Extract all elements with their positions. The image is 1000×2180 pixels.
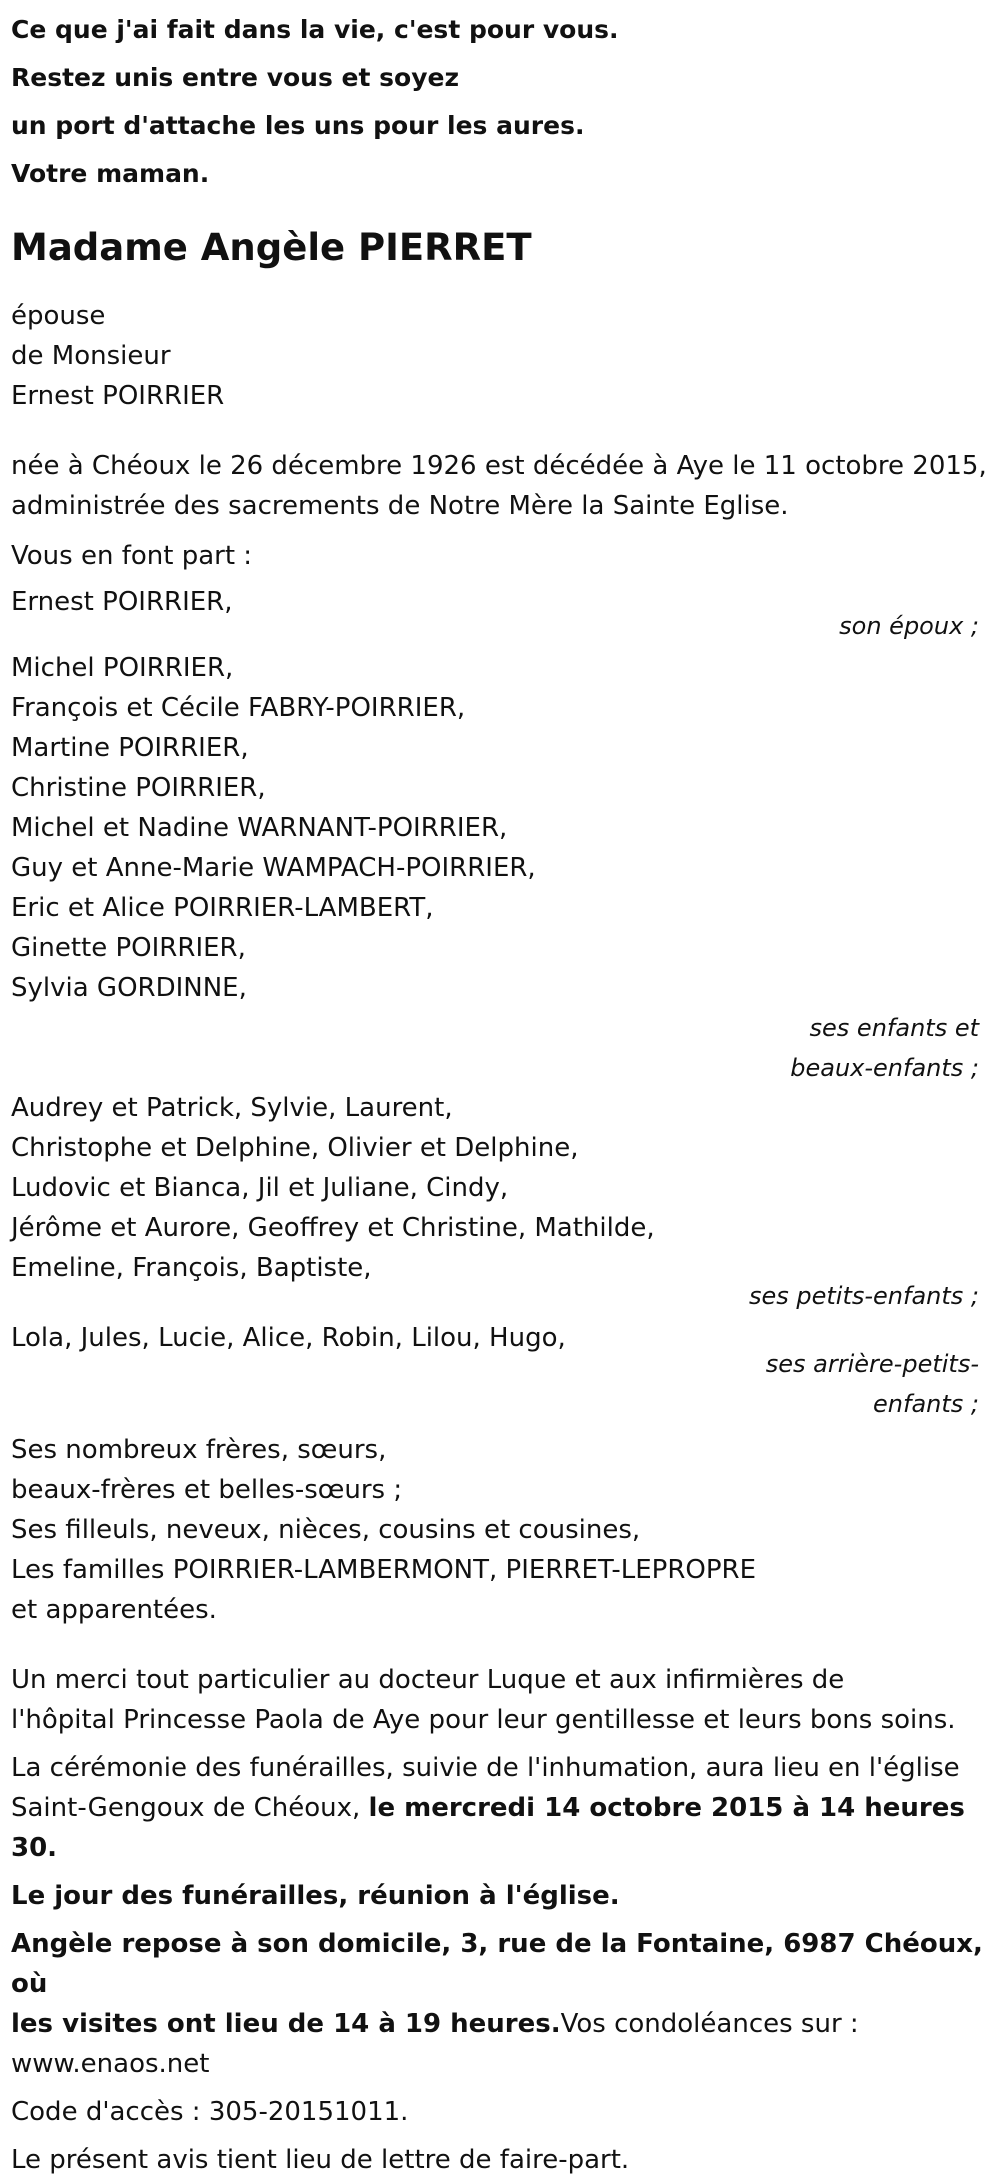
website-link[interactable]: www.enaos.net bbox=[11, 2049, 210, 2079]
family-line: Les familles POIRRIER-LAMBERMONT, PIERRET-LEPROPRE bbox=[11, 1555, 757, 1585]
ceremony-line: La cérémonie des funérailles, suivie de l'inhumation, aura lieu en l'église bbox=[11, 1753, 960, 1783]
ceremony-datetime: le mercredi 14 octobre 2015 à 14 heures 30. bbox=[11, 1793, 965, 1863]
role-line: ses enfants et bbox=[809, 1014, 979, 1042]
spouse-block bbox=[11, 296, 989, 416]
children-list bbox=[11, 648, 989, 1008]
thanks-line: Un merci tout particulier au docteur Luque et aux infirmières de bbox=[11, 1665, 845, 1695]
mourner-name: Lola, Jules, Lucie, Alice, Robin, Lilou, Hugo, bbox=[11, 1323, 566, 1353]
mourner-name: Michel POIRRIER, bbox=[11, 653, 234, 683]
role-children bbox=[11, 1008, 989, 1088]
extended-family bbox=[11, 1430, 989, 1630]
visits bbox=[11, 1924, 989, 2084]
spouse-line: épouse bbox=[11, 301, 106, 331]
spouse-line: de Monsieur bbox=[11, 341, 171, 371]
mourner-name: Emeline, François, Baptiste, bbox=[11, 1253, 372, 1283]
mourner-name: Ludovic et Bianca, Jil et Juliane, Cindy, bbox=[11, 1173, 509, 1203]
mourner-name: Michel et Nadine WARNANT-POIRRIER, bbox=[11, 813, 508, 843]
epigraph bbox=[11, 6, 989, 198]
grandchildren-list bbox=[11, 1088, 989, 1288]
family-line: Ses filleuls, neveux, nièces, cousins et cousines, bbox=[11, 1515, 641, 1545]
family-line: et apparentées. bbox=[11, 1595, 217, 1625]
mourner-name: Ernest POIRRIER, bbox=[11, 587, 233, 617]
mourner-name: Christophe et Delphine, Olivier et Delphine, bbox=[11, 1133, 579, 1163]
birth-death bbox=[11, 446, 989, 526]
family-line: Ses nombreux frères, sœurs, bbox=[11, 1435, 387, 1465]
mourner-name: Audrey et Patrick, Sylvie, Laurent, bbox=[11, 1093, 453, 1123]
mourner-name: Eric et Alice POIRRIER-LAMBERT, bbox=[11, 893, 434, 923]
family-line: beaux-frères et belles-sœurs ; bbox=[11, 1475, 403, 1505]
thanks bbox=[11, 1660, 989, 1740]
mourner-name: Guy et Anne-Marie WAMPACH-POIRRIER, bbox=[11, 853, 536, 883]
role-line: beaux-enfants ; bbox=[790, 1054, 979, 1082]
mourner-name: François et Cécile FABRY-POIRRIER, bbox=[11, 693, 466, 723]
epigraph-line: Votre maman. bbox=[11, 159, 210, 188]
role-grandchildren: ses petits-enfants ; bbox=[748, 1282, 979, 1310]
visits-hours: les visites ont lieu de 14 à 19 heures. bbox=[11, 2009, 561, 2039]
epigraph-line: Ce que j'ai fait dans la vie, c'est pour vous. bbox=[11, 15, 619, 44]
mourner-name: Sylvia GORDINNE, bbox=[11, 973, 247, 1003]
deceased-name: Madame Angèle PIERRET bbox=[11, 226, 532, 269]
ceremony-line bbox=[11, 1788, 989, 1868]
ceremony bbox=[11, 1748, 989, 1868]
intro-text: Vous en font part : bbox=[11, 541, 253, 571]
thanks-line: l'hôpital Princesse Paola de Aye pour leur gentillesse et leurs bons soins. bbox=[11, 1705, 956, 1735]
mourner-name: Ginette POIRRIER, bbox=[11, 933, 246, 963]
birth-death-line: administrée des sacrements de Notre Mère la Sainte Eglise. bbox=[11, 491, 789, 521]
mourner-name: Christine POIRRIER, bbox=[11, 773, 266, 803]
birth-death-line: née à Chéoux le 26 décembre 1926 est décédée à Aye le 11 octobre 2015, bbox=[11, 451, 987, 481]
role-spouse: son époux ; bbox=[839, 612, 979, 640]
role-line: enfants ; bbox=[873, 1390, 979, 1418]
obituary-notice bbox=[0, 6, 1000, 2175]
visits-line bbox=[11, 2004, 989, 2044]
closing-text: Le présent avis tient lieu de lettre de faire-part. bbox=[11, 2145, 630, 2175]
epigraph-line: Restez unis entre vous et soyez bbox=[11, 63, 460, 92]
epigraph-line: un port d'attache les uns pour les aures. bbox=[11, 111, 585, 140]
spouse-line: Ernest POIRRIER bbox=[11, 381, 225, 411]
ceremony-place: Saint-Gengoux de Chéoux, bbox=[11, 1793, 369, 1823]
role-line: ses arrière-petits- bbox=[765, 1350, 979, 1378]
visits-line: Angèle repose à son domicile, 3, rue de la Fontaine, 6987 Chéoux, où bbox=[11, 1929, 983, 1999]
mourner-name: Martine POIRRIER, bbox=[11, 733, 249, 763]
condolences-text: Vos condoléances sur : bbox=[560, 2009, 859, 2039]
access-code: Code d'accès : 305-20151011. bbox=[11, 2097, 409, 2127]
meeting-notice: Le jour des funérailles, réunion à l'église. bbox=[11, 1881, 620, 1911]
mourner-name: Jérôme et Aurore, Geoffrey et Christine, Mathilde, bbox=[11, 1213, 655, 1243]
